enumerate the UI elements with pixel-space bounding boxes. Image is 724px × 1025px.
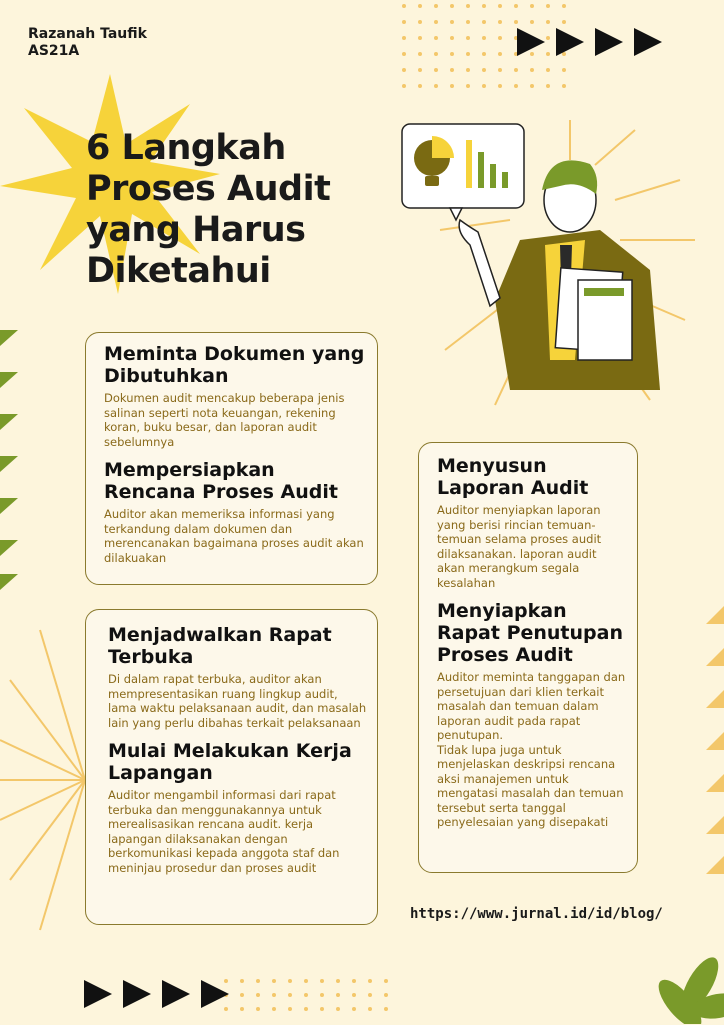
- step-5-text: Auditor menyiapkan laporan yang berisi rincian temuan-temuan selama proses audit dilaksanakan. laporan audit akan merangkum segala kesalahan: [437, 503, 602, 590]
- source-url[interactable]: https://www.jurnal.id/id/blog/: [410, 906, 663, 922]
- arrows-bottom-left: [84, 978, 234, 1012]
- title-line-3: yang Harus: [86, 210, 306, 250]
- step-5-heading: Menyusun Laporan Audit: [437, 455, 589, 499]
- card-step-3-4: [85, 609, 378, 925]
- step-2-text: Auditor akan memeriksa informasi yang terkandung dalam dokumen dan merencanakan bagaimana proses audit akan dilakuakan: [104, 507, 364, 565]
- leaf-decoration: [640, 944, 724, 1024]
- author-name: Razanah Taufik: [28, 26, 147, 42]
- title-line-1: 6 Langkah: [86, 128, 286, 168]
- step-3-heading: Menjadwalkan Rapat Terbuka: [108, 624, 332, 668]
- arrows-top-right: [517, 26, 667, 60]
- step-1-heading: Meminta Dokumen yang Dibutuhkan: [104, 343, 365, 387]
- step-6-text: Auditor meminta tanggapan dan persetujuan dari klien terkait masalah dan temuan dalam laporan audit pada rapat penutupan. Tidak lupa juga untuk menjelaskan deskripsi rencana aksi manajemen untuk mengatasi masalah dan temuan tersebut serta tanggal penyelesaian yang disepakati: [437, 670, 626, 829]
- step-1-text: Dokumen audit mencakup beberapa jenis salinan seperti nota keuangan, rekening koran, buku besar, dan laporan audit sebelumnya: [104, 391, 345, 449]
- step-3-text: Di dalam rapat terbuka, auditor akan mempresentasikan ruang lingkup audit, lama waktu pelaksanaan audit, dan masalah lain yang perlu dibahas terkait pelaksanaan: [108, 672, 367, 730]
- author-block: [28, 26, 147, 60]
- step-4-heading: Mulai Melakukan Kerja Lapangan: [108, 740, 352, 784]
- presenter-illustration: [400, 120, 700, 420]
- step-6-heading: Menyiapkan Rapat Penutupan Proses Audit: [437, 600, 623, 666]
- left-sunburst-lines: [0, 620, 90, 940]
- title-line-2: Proses Audit: [86, 169, 331, 209]
- left-edge-triangles: [0, 330, 20, 590]
- title-line-4: Diketahui: [86, 251, 271, 291]
- right-edge-triangles: [706, 606, 724, 876]
- author-class: AS21A: [28, 43, 80, 59]
- card-step-5-6: [418, 442, 638, 873]
- card-step-1-2: [85, 332, 378, 585]
- decor-dots-bottom: [220, 975, 400, 1025]
- step-2-heading: Mempersiapkan Rencana Proses Audit: [104, 459, 338, 503]
- step-4-text: Auditor mengambil informasi dari rapat terbuka dan menggunakannya untuk merealisasikan rencana audit. kerja lapangan dilaksanakan dengan berkomunikasi kepada anggota staf dan meninjau prosedur dan proses audit: [108, 788, 340, 875]
- page-title: [86, 128, 330, 292]
